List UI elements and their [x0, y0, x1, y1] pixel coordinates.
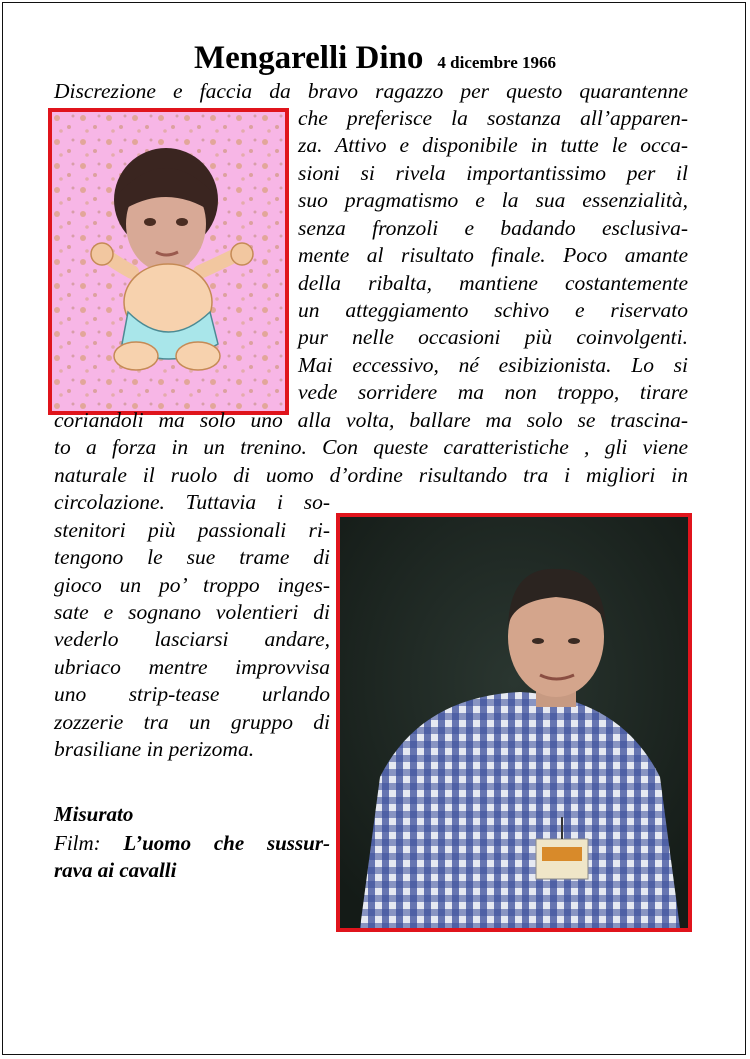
text-line: za. Attivo e disponibile in tutte le occa-: [298, 133, 688, 157]
film-title-part1: L’uomo che sussur-: [123, 831, 330, 855]
rating-label: Misurato: [54, 802, 134, 826]
text-line: un atteggiamento schivo e riservato: [298, 298, 688, 322]
film-line-2: [54, 857, 176, 884]
film-prefix: Film:: [54, 831, 124, 855]
text-line: coriandoli ma solo uno alla volta, ballare ma solo se trascina-: [54, 408, 688, 432]
text-line: sate e sognano volentieri di: [54, 600, 330, 624]
text-line: tengono le sue trame di: [54, 545, 330, 569]
text-line: pur nelle occasioni più coinvolgenti.: [298, 325, 688, 349]
birth-date: 4 dicembre 1966: [437, 53, 557, 72]
portrait-photo-illustration: [340, 517, 688, 928]
text-line: circolazione. Tuttavia i so-: [54, 490, 330, 514]
text-line: zozzerie tra un gruppo di: [54, 710, 330, 734]
text-line: Mai eccessivo, né esibizionista. Lo si: [298, 353, 688, 377]
text-line: sioni si rivela importantissimo per il: [298, 161, 688, 185]
text-line: uno strip-tease urlando: [54, 682, 330, 706]
text-line: Discrezione e faccia da bravo ragazzo per questo quarantenne: [54, 79, 688, 103]
text-line: brasiliane in perizoma.: [54, 737, 255, 761]
cartoon-baby-image: [48, 108, 289, 415]
text-line: suo pragmatismo e la sua essenzialità,: [298, 188, 688, 212]
text-line: mente al risultato finale. Poco amante: [298, 243, 688, 267]
text-line: ubriaco mentre improvvisa: [54, 655, 330, 679]
cartoon-baby-illustration: [52, 112, 285, 411]
text-line: senza fronzoli e badando esclusiva-: [298, 216, 688, 240]
text-line: gioco un po’ troppo inges-: [54, 573, 330, 597]
header: [0, 40, 750, 77]
text-line: to a forza in un trenino. Con queste caratteristiche , gli viene: [54, 435, 688, 459]
text-line: che preferisce la sostanza all’apparen-: [298, 106, 688, 130]
text-line: vederlo lasciarsi andare,: [54, 627, 330, 651]
portrait-photo: [336, 513, 692, 932]
film-title-part2: rava ai cavalli: [54, 858, 177, 882]
text-line: naturale il ruolo di uomo d’ordine risultando tra i migliori in: [54, 463, 688, 487]
text-line: della ribalta, mantiene costantemente: [298, 271, 688, 295]
film-line-1: [54, 830, 330, 857]
page-title: Mengarelli Dino: [193, 40, 424, 76]
text-line: vede sorridere ma non troppo, tirare: [298, 380, 688, 404]
text-line: stenitori più passionali ri-: [54, 518, 330, 542]
